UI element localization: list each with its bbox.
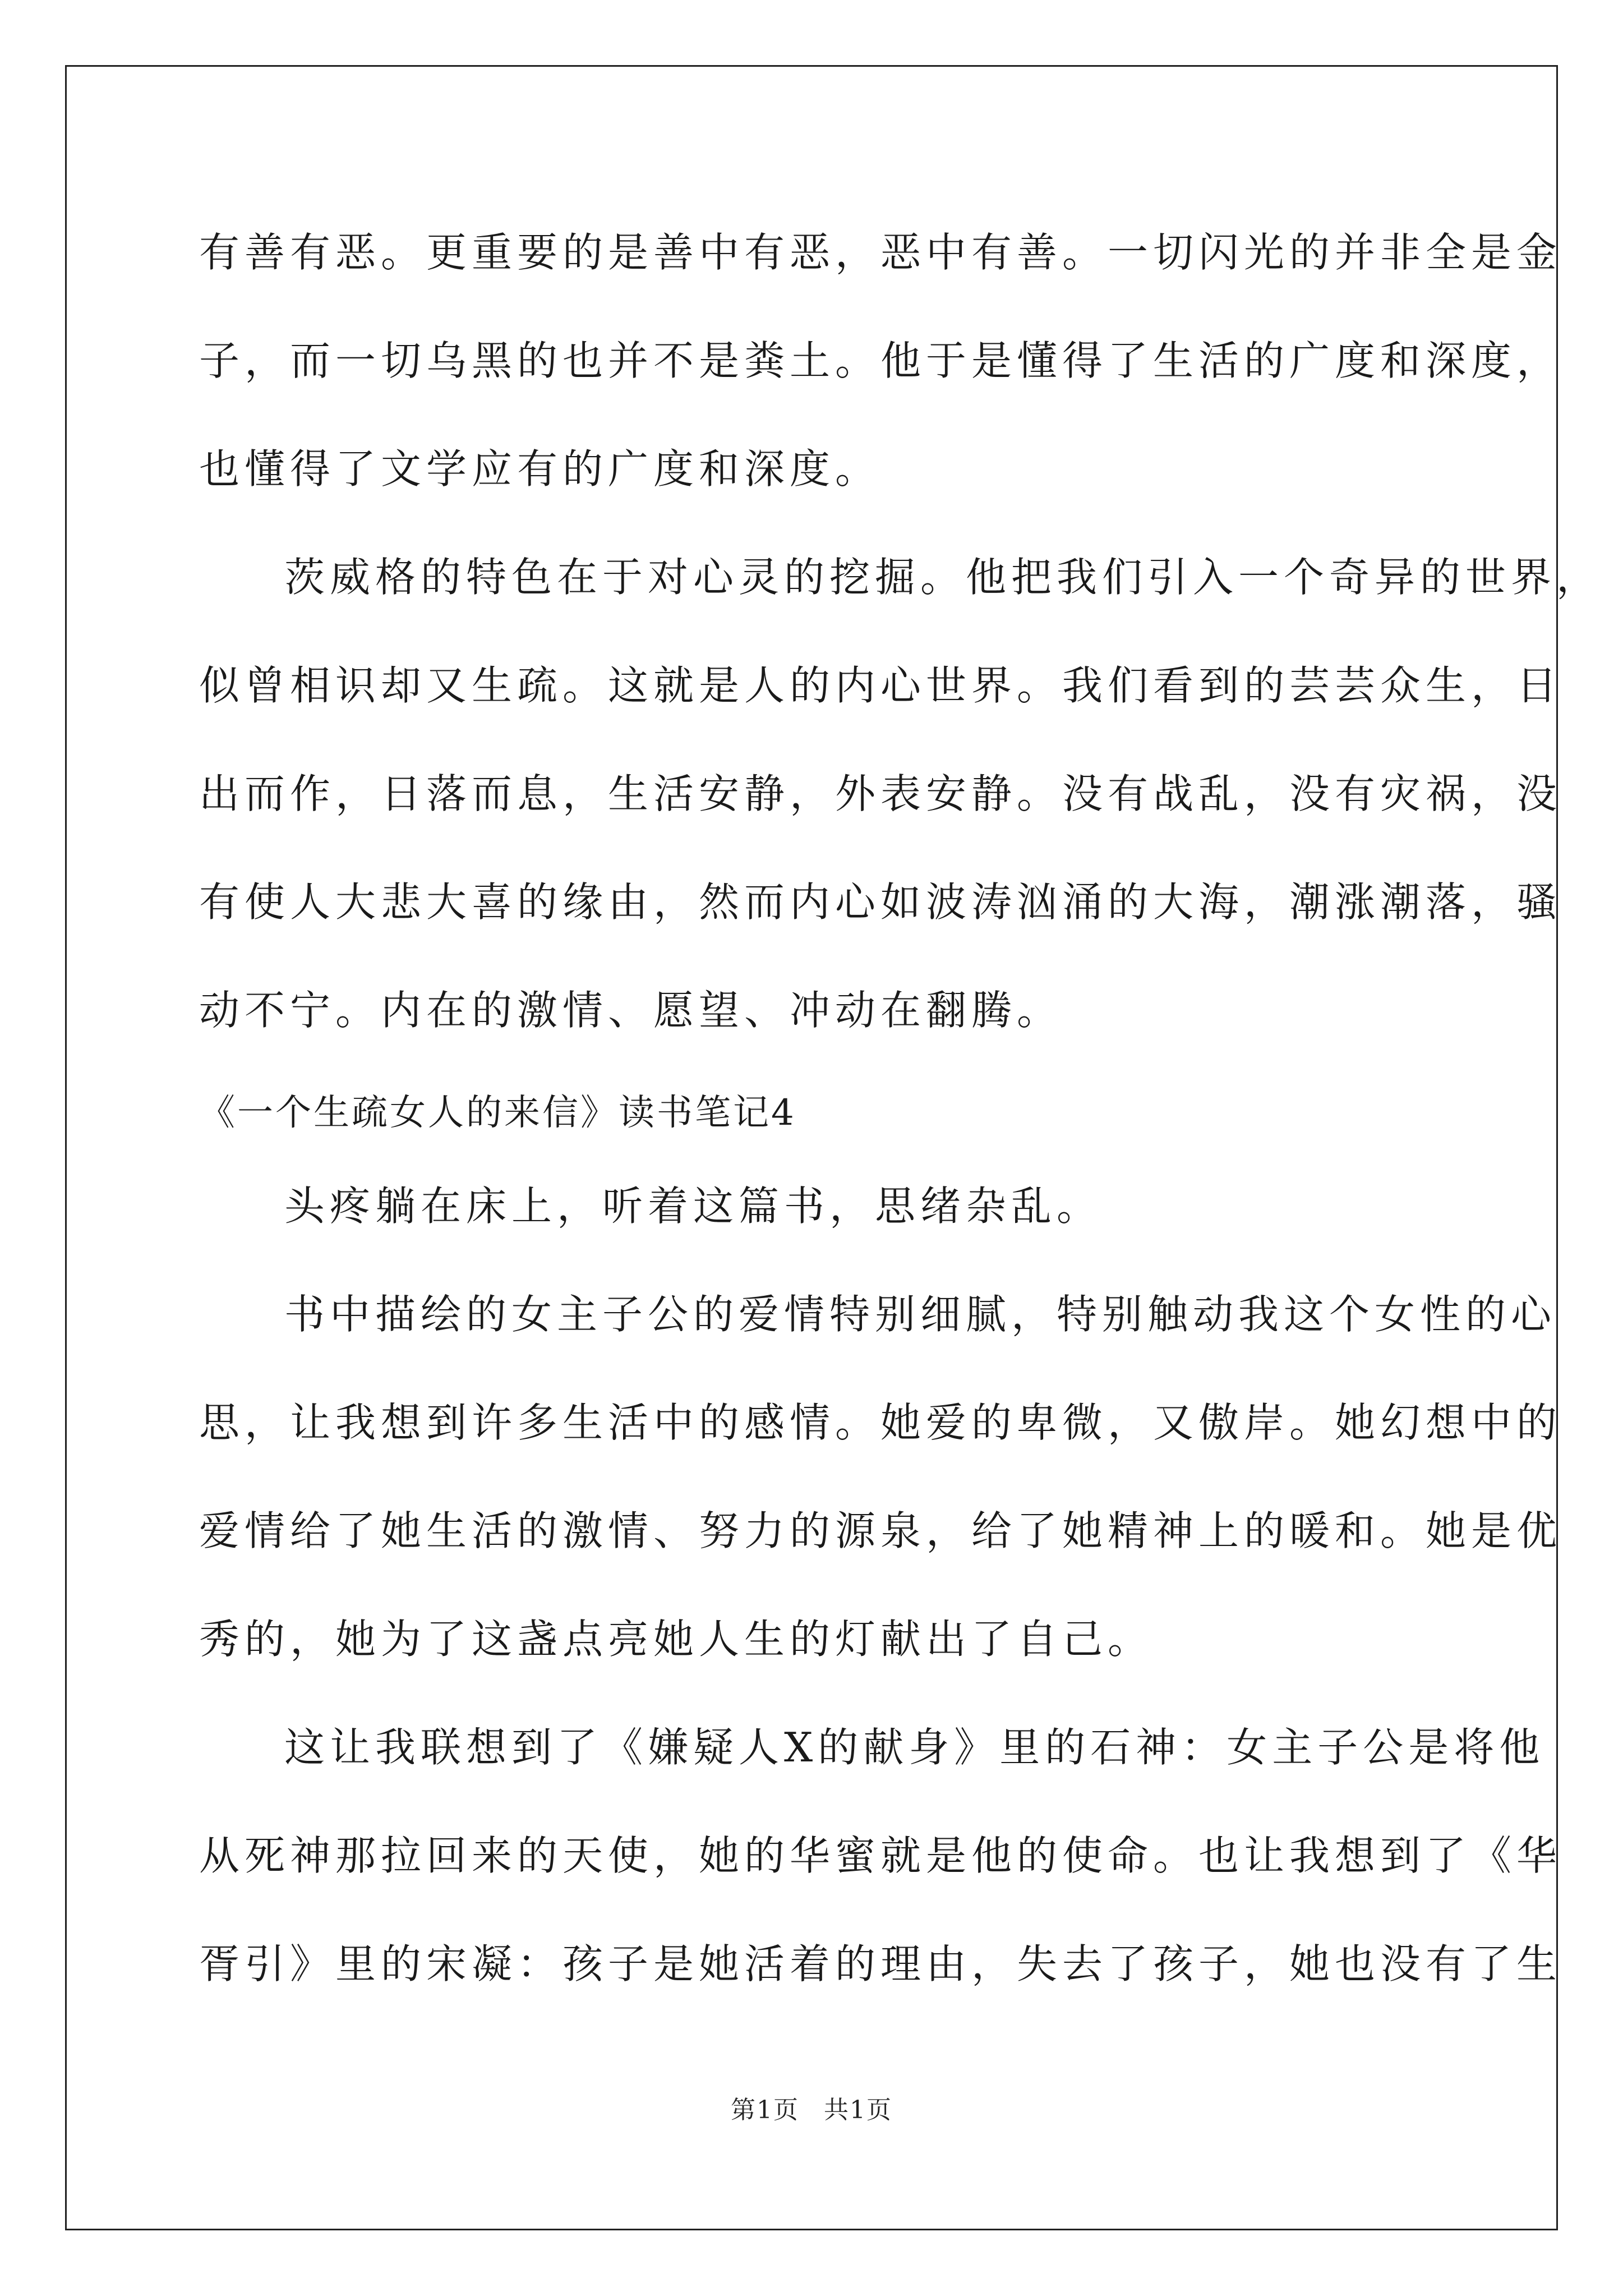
text-line: 思，让我想到许多生活中的感情。她爱的卑微，又傲岸。她幻想中的 — [199, 1399, 1562, 1446]
text-line: 秀的，她为了这盏点亮她人生的灯献出了自己。 — [199, 1616, 1154, 1663]
text-line: 从死神那拉回来的天使，她的华蜜就是他的使命。也让我想到了《华 — [199, 1832, 1562, 1879]
text-line: 出而作，日落而息，生活安静，外表安静。没有战乱，没有灾祸，没 — [199, 770, 1562, 817]
page-total: 共1页 — [824, 2096, 892, 2124]
text-line: 这让我联想到了《嫌疑人X的献身》里的石神：女主子公是将他 — [284, 1724, 1545, 1771]
text-line: 动不宁。内在的激情、愿望、冲动在翻腾。 — [199, 987, 1063, 1034]
text-line: 爱情给了她生活的激情、努力的源泉，给了她精神上的暖和。她是优 — [199, 1507, 1562, 1554]
paragraph — [199, 1708, 1562, 2033]
text-line: 头疼躺在床上，听着这篇书，思绪杂乱。 — [284, 1182, 1103, 1230]
text-line: 有使人大悲大喜的缘由，然而内心如波涛汹涌的大海，潮涨潮落，骚 — [199, 878, 1562, 926]
paragraph — [199, 1167, 1450, 1275]
text-line: 子，而一切乌黑的也并不是粪土。他于是懂得了生活的广度和深度， — [199, 337, 1562, 384]
text-line: 胥引》里的宋凝：孩子是她活着的理由，失去了孩子，她也没有了生 — [199, 1940, 1562, 1987]
paragraph — [199, 213, 1562, 538]
text-line: 似曾相识却又生疏。这就是人的内心世界。我们看到的芸芸众生，日 — [199, 662, 1562, 709]
document-body — [199, 213, 1602, 2033]
text-line: 有善有恶。更重要的是善中有恶，恶中有善。一切闪光的并非全是金 — [199, 229, 1562, 276]
page-number: 第1页 — [731, 2096, 799, 2124]
text-line: 茨威格的特色在于对心灵的挖掘。他把我们引入一个奇异的世界， — [284, 554, 1602, 601]
paragraph — [199, 1275, 1562, 1708]
text-line: 书中描绘的女主子公的爱情特别细腻，特别触动我这个女性的心 — [284, 1291, 1557, 1338]
page-footer — [0, 2090, 1623, 2125]
paragraph — [199, 538, 1602, 1079]
section-heading: 《一个生疏女人的来信》读书笔记4 — [199, 1092, 796, 1134]
text-line: 也懂得了文学应有的广度和深度。 — [199, 445, 881, 493]
